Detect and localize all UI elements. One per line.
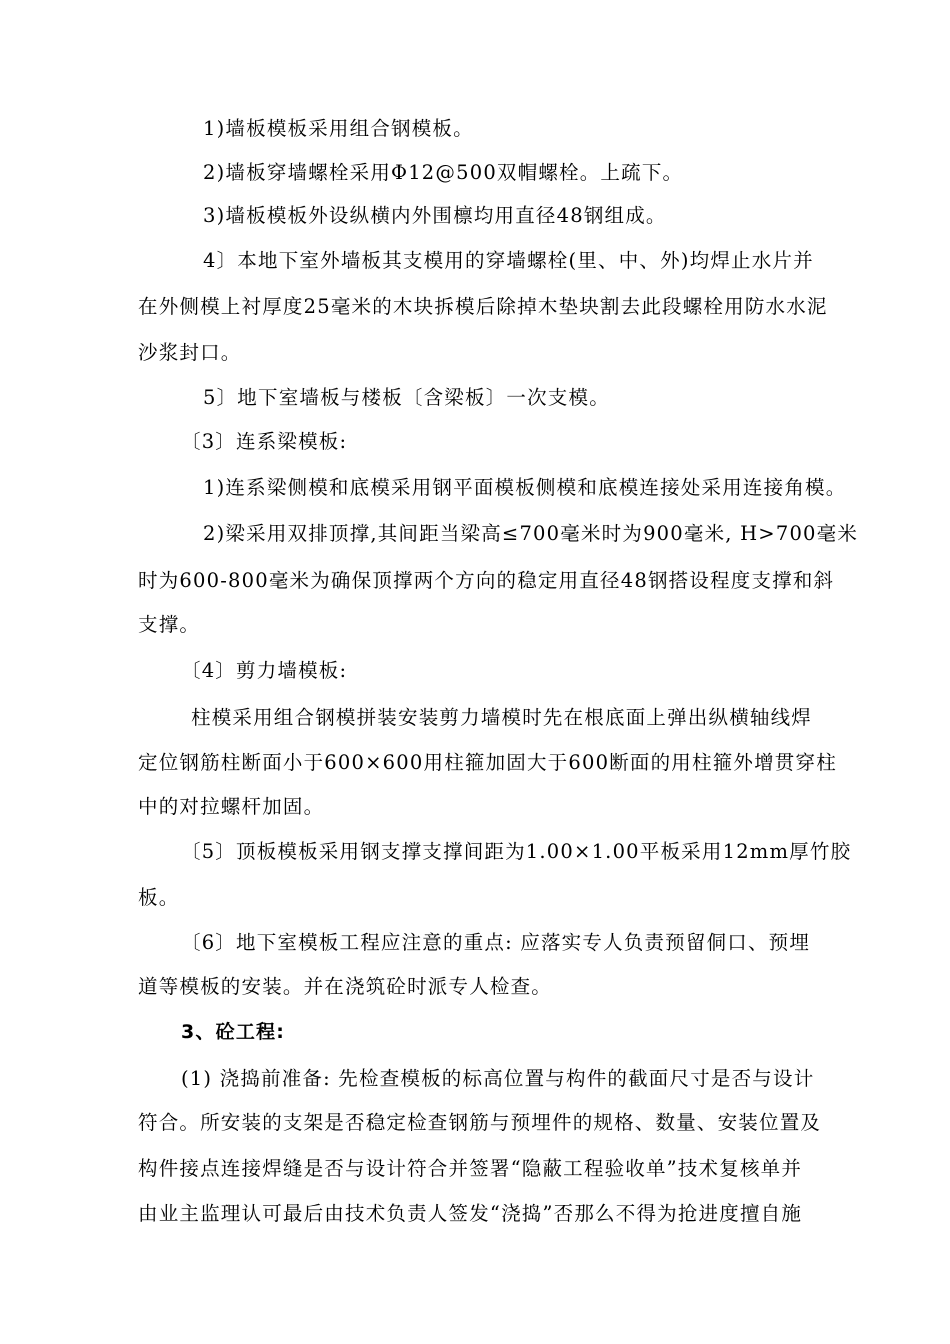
- section-heading: 3、砼工程:: [181, 1021, 286, 1043]
- text-line: 1)墙板模板采用组合钢模板。: [203, 117, 474, 140]
- text-line: 在外侧模上衬厚度25毫米的木块拆模后除掉木垫块割去此段螺栓用防水水泥: [138, 295, 828, 318]
- text-line: 5〕地下室墙板与楼板〔含梁板〕一次支模。: [203, 386, 610, 409]
- text-line: 1)连系梁侧模和底模采用钢平面模板侧模和底模连接处采用连接角模。: [203, 476, 847, 499]
- text-line: 定位钢筋柱断面小于600×600用柱箍加固大于600断面的用柱箍外增贯穿柱: [138, 751, 837, 774]
- text-line: 符合。所安装的支架是否稳定检查钢筋与预埋件的规格、数量、安装位置及: [138, 1111, 822, 1134]
- text-line: 由业主监理认可最后由技术负责人签发“浇捣”否那么不得为抢进度擅自施: [138, 1202, 803, 1225]
- text-line: 〔4〕剪力墙模板:: [181, 659, 348, 682]
- text-line: 柱模采用组合钢模拼装安装剪力墙模时先在根底面上弹出纵横轴线焊: [191, 706, 813, 729]
- text-line: 时为600-800毫米为确保顶撑两个方向的稳定用直径48钢搭设程度支撑和斜: [138, 569, 835, 592]
- text-line: 〔6〕地下室模板工程应注意的重点: 应落实专人负责预留侗口、预埋: [181, 931, 811, 954]
- text-line: 2)墙板穿墙螺栓采用Φ12@500双帽螺栓。上疏下。: [203, 161, 684, 184]
- text-line: 2)梁采用双排顶撑,其间距当梁高≤700毫米时为900毫米, H>700毫米: [203, 522, 859, 545]
- text-line: 中的对拉螺杆加固。: [138, 795, 325, 818]
- text-line: 支撑。: [138, 613, 201, 636]
- text-line: 构件接点连接焊缝是否与设计符合并签署“隐蔽工程验收单”技术复核单并: [138, 1157, 803, 1180]
- text-line: 3)墙板模板外设纵横内外围檩均用直径48钢组成。: [203, 204, 667, 227]
- text-line: 4〕本地下室外墙板其支模用的穿墙螺栓(里、中、外)均焊止水片并: [203, 249, 814, 272]
- text-line: 板。: [138, 886, 180, 909]
- text-line: 〔3〕连系梁模板:: [181, 430, 348, 453]
- text-line: 〔5〕顶板模板采用钢支撑支撑间距为1.00×1.00平板采用12mm厚竹胶: [181, 840, 852, 863]
- text-line: 道等模板的安装。并在浇筑砼时派专人检查。: [138, 975, 553, 998]
- text-line: 沙浆封口。: [138, 341, 242, 364]
- text-line: (1) 浇捣前准备: 先检查模板的标高位置与构件的截面尺寸是否与设计: [181, 1067, 815, 1090]
